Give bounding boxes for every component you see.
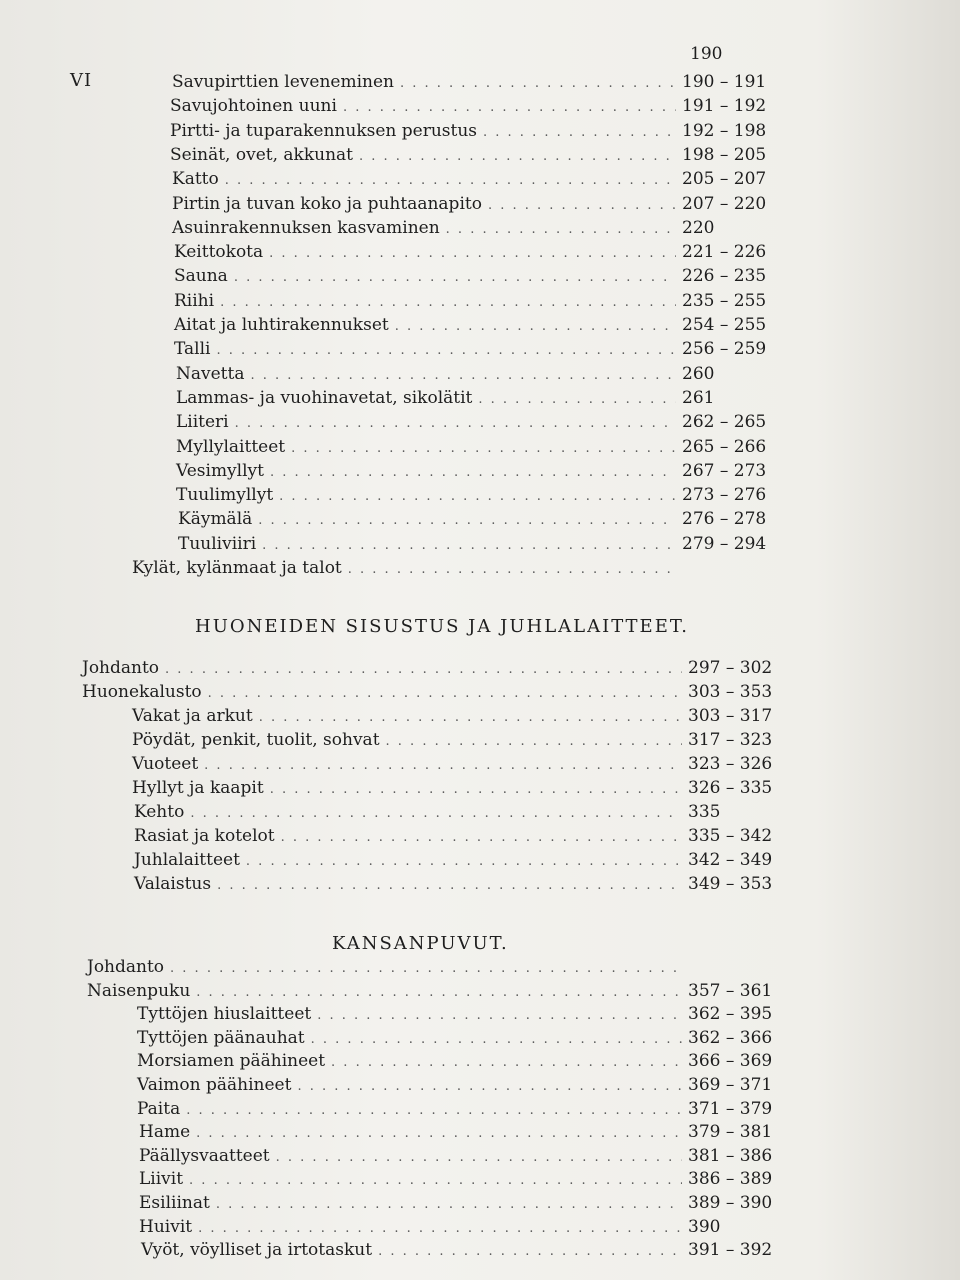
toc-leader-dots bbox=[216, 1197, 682, 1212]
toc-entry bbox=[134, 874, 776, 896]
toc-entry bbox=[132, 754, 776, 776]
toc-leader-dots bbox=[234, 270, 676, 285]
toc-title: Esiliinat bbox=[139, 1193, 210, 1213]
toc-title: Tyttöjen päänauhat bbox=[137, 1027, 305, 1048]
toc-title: Käymälä bbox=[178, 509, 253, 530]
toc-pages: 335 bbox=[688, 802, 721, 822]
page-number: VI bbox=[70, 70, 93, 91]
toc-title: Vesimyllyt bbox=[176, 460, 264, 481]
toc-title: Paita bbox=[137, 1098, 181, 1119]
toc-title: Juhlalaitteet bbox=[134, 850, 240, 870]
toc-title: Kehto bbox=[134, 802, 185, 822]
toc-pages: 192 – 198 bbox=[682, 120, 767, 141]
toc-leader-dots bbox=[246, 854, 682, 869]
toc-title: Rasiat ja kotelot bbox=[134, 826, 275, 846]
toc-continuation bbox=[690, 44, 778, 66]
toc-pages: 366 – 369 bbox=[688, 1051, 773, 1072]
toc-leader-dots bbox=[217, 878, 682, 893]
toc-pages: 207 – 220 bbox=[682, 193, 767, 214]
toc-leader-dots bbox=[165, 662, 682, 677]
toc-pages: 342 – 349 bbox=[688, 850, 773, 870]
toc-pages: 235 – 255 bbox=[682, 290, 767, 311]
toc-title: Sauna bbox=[174, 266, 228, 287]
section-heading: HUONEIDEN SISUSTUS JA JUHLALAITTEET. bbox=[195, 616, 689, 637]
toc-leader-dots bbox=[235, 416, 676, 431]
toc-pages: 390 bbox=[688, 1216, 721, 1237]
toc-title: Savupirttien leveneminen bbox=[172, 72, 394, 92]
toc-entry bbox=[178, 534, 770, 556]
toc-pages: 267 – 273 bbox=[682, 460, 767, 481]
toc-leader-dots bbox=[478, 392, 676, 407]
toc-leader-dots bbox=[281, 830, 682, 845]
toc-leader-dots bbox=[270, 782, 682, 797]
toc-leader-dots bbox=[400, 76, 676, 91]
toc-pages: 317 – 323 bbox=[688, 730, 773, 750]
toc-entry bbox=[132, 558, 770, 580]
toc-entry bbox=[82, 682, 776, 704]
toc-title: Tyttöjen hiuslaitteet bbox=[137, 1004, 312, 1025]
toc-pages: 362 – 366 bbox=[688, 1027, 773, 1048]
toc-entry bbox=[174, 315, 770, 337]
toc-entry bbox=[172, 72, 770, 94]
toc-leader-dots bbox=[225, 173, 676, 188]
toc-entry bbox=[172, 194, 770, 216]
toc-entry bbox=[176, 412, 770, 434]
toc-entry bbox=[137, 1051, 776, 1073]
toc-title: Päällysvaatteet bbox=[139, 1145, 270, 1166]
toc-leader-dots bbox=[208, 686, 682, 701]
toc-pages: 273 – 276 bbox=[682, 485, 767, 506]
toc-entry bbox=[139, 1193, 776, 1215]
toc-pages: 381 – 386 bbox=[688, 1145, 773, 1166]
toc-title: Johdanto bbox=[87, 957, 165, 977]
toc-title: Hyllyt ja kaapit bbox=[132, 778, 264, 798]
toc-leader-dots bbox=[190, 806, 682, 821]
toc-leader-dots bbox=[395, 319, 676, 334]
toc-pages: 276 – 278 bbox=[682, 509, 767, 530]
toc-entry bbox=[87, 957, 776, 979]
toc-leader-dots bbox=[170, 961, 682, 976]
toc-title: Naisenpuku bbox=[87, 980, 191, 1001]
toc-leader-dots bbox=[196, 1126, 682, 1141]
toc-pages: 260 bbox=[682, 363, 715, 384]
toc-entry bbox=[176, 461, 770, 483]
toc-pages: 279 – 294 bbox=[682, 533, 767, 554]
toc-title: Vakat ja arkut bbox=[132, 706, 253, 726]
toc-title: Pirtin ja tuvan koko ja puhtaanapito bbox=[172, 193, 482, 214]
toc-pages: 221 – 226 bbox=[682, 242, 767, 263]
toc-pages: 379 – 381 bbox=[688, 1122, 773, 1143]
toc-leader-dots bbox=[488, 198, 676, 213]
toc-entry bbox=[141, 1240, 776, 1262]
toc-leader-dots bbox=[483, 125, 676, 140]
toc-title: Tuuliviiri bbox=[178, 533, 257, 554]
toc-title: Vuoteet bbox=[132, 754, 199, 774]
toc-pages: 371 – 379 bbox=[688, 1098, 773, 1119]
toc-leader-dots bbox=[270, 465, 676, 480]
toc-entry bbox=[174, 242, 770, 264]
toc-pages: 220 bbox=[682, 217, 715, 238]
toc-entry bbox=[174, 266, 770, 288]
toc-title: Huivit bbox=[139, 1216, 193, 1237]
toc-pages: 256 – 259 bbox=[682, 339, 767, 360]
toc-leader-dots bbox=[262, 538, 676, 553]
toc-entry bbox=[139, 1217, 776, 1239]
toc-leader-dots bbox=[291, 441, 676, 456]
toc-title: Keittokota bbox=[174, 242, 264, 263]
toc-title: Morsiamen päähineet bbox=[137, 1051, 326, 1072]
toc-entry bbox=[82, 658, 776, 680]
toc-entry bbox=[139, 1122, 776, 1144]
toc-entry bbox=[139, 1146, 776, 1168]
toc-title: Huonekalusto bbox=[82, 682, 202, 702]
toc-leader-dots bbox=[204, 758, 682, 773]
toc-title: Talli bbox=[174, 339, 211, 360]
toc-pages: 254 – 255 bbox=[682, 315, 767, 335]
toc-leader-dots bbox=[258, 513, 676, 528]
toc-leader-dots bbox=[279, 489, 676, 504]
toc-leader-dots bbox=[269, 246, 676, 261]
toc-leader-dots bbox=[331, 1055, 682, 1070]
toc-title: Vyöt, vöylliset ja irtotaskut bbox=[141, 1240, 373, 1261]
toc-leader-dots bbox=[186, 1103, 682, 1118]
toc-pages: 357 – 361 bbox=[688, 980, 773, 1001]
toc-leader-dots bbox=[446, 222, 676, 237]
toc-title: Seinät, ovet, akkunat bbox=[170, 144, 354, 165]
toc-leader-dots bbox=[311, 1032, 682, 1047]
toc-title: Riihi bbox=[174, 290, 215, 311]
toc-entry bbox=[139, 1169, 776, 1191]
toc-pages: 205 – 207 bbox=[682, 169, 767, 190]
toc-pages: 198 – 205 bbox=[682, 144, 767, 165]
toc-entry bbox=[172, 218, 770, 240]
toc-title: Liivit bbox=[139, 1169, 184, 1190]
toc-pages: 335 – 342 bbox=[688, 826, 773, 846]
toc-title: Asuinrakennuksen kasvaminen bbox=[172, 217, 440, 238]
toc-pages: 389 – 390 bbox=[688, 1193, 773, 1213]
toc-pages: 303 – 317 bbox=[688, 706, 773, 726]
toc-title: Johdanto bbox=[82, 658, 160, 678]
toc-pages: 303 – 353 bbox=[688, 682, 773, 702]
toc-leader-dots bbox=[198, 1221, 682, 1236]
toc-entry bbox=[87, 981, 776, 1003]
toc-entry bbox=[170, 145, 770, 167]
toc-entry bbox=[176, 388, 770, 410]
toc-pages: 349 – 353 bbox=[688, 874, 773, 894]
toc-entry bbox=[176, 485, 770, 507]
toc-entry bbox=[132, 706, 776, 728]
toc-entry bbox=[172, 169, 770, 191]
toc-leader-dots bbox=[196, 985, 682, 1000]
toc-pages: 191 – 192 bbox=[682, 96, 767, 117]
toc-entry bbox=[170, 121, 770, 143]
toc-title: Pöydät, penkit, tuolit, sohvat bbox=[132, 730, 380, 750]
toc-pages: 297 – 302 bbox=[688, 658, 773, 678]
toc-pages: 190 bbox=[690, 44, 723, 64]
toc-title: Myllylaitteet bbox=[176, 436, 286, 457]
toc-pages: 369 – 371 bbox=[688, 1075, 773, 1095]
toc-entry bbox=[178, 509, 770, 531]
toc-leader-dots bbox=[359, 149, 676, 164]
toc-entry bbox=[132, 778, 776, 800]
toc-entry bbox=[176, 437, 770, 459]
toc-entry bbox=[137, 1075, 776, 1097]
toc-title: Vaimon päähineet bbox=[137, 1075, 292, 1095]
toc-title: Savujohtoinen uuni bbox=[170, 96, 337, 117]
toc-pages: 362 – 395 bbox=[688, 1004, 773, 1025]
toc-entry bbox=[137, 1099, 776, 1121]
toc-title: Kylät, kylänmaat ja talot bbox=[132, 558, 342, 578]
toc-pages: 261 bbox=[682, 387, 715, 408]
toc-pages: 190 – 191 bbox=[682, 72, 767, 92]
toc-title: Liiteri bbox=[176, 412, 229, 433]
toc-title: Valaistus bbox=[134, 874, 212, 894]
toc-pages: 391 – 392 bbox=[688, 1240, 773, 1261]
toc-title: Lammas- ja vuohinavetat, sikolätit bbox=[176, 387, 473, 408]
toc-entry bbox=[176, 364, 770, 386]
toc-title: Navetta bbox=[176, 363, 245, 384]
toc-leader-dots bbox=[378, 1244, 682, 1259]
toc-entry bbox=[137, 1004, 776, 1026]
toc-pages: 326 – 335 bbox=[688, 778, 773, 798]
toc-entry bbox=[134, 850, 776, 872]
toc-entry bbox=[174, 339, 770, 361]
toc-leader-dots bbox=[259, 710, 682, 725]
toc-leader-dots bbox=[220, 295, 676, 310]
toc-pages: 262 – 265 bbox=[682, 412, 767, 433]
toc-title: Pirtti- ja tuparakennuksen perustus bbox=[170, 120, 478, 141]
toc-leader-dots bbox=[297, 1079, 682, 1094]
toc-title: Katto bbox=[172, 169, 219, 190]
toc-entry bbox=[174, 291, 770, 313]
toc-leader-dots bbox=[317, 1008, 682, 1023]
toc-pages: 386 – 389 bbox=[688, 1169, 773, 1190]
toc-entry bbox=[137, 1028, 776, 1050]
toc-leader-dots bbox=[343, 100, 676, 115]
toc-leader-dots bbox=[189, 1173, 682, 1188]
toc-pages: 226 – 235 bbox=[682, 266, 767, 287]
toc-entry bbox=[132, 730, 776, 752]
toc-entry bbox=[134, 802, 776, 824]
toc-leader-dots bbox=[250, 368, 676, 383]
toc-entry bbox=[170, 96, 770, 118]
toc-pages: 323 – 326 bbox=[688, 754, 773, 774]
toc-leader-dots bbox=[216, 343, 676, 358]
section-heading: KANSANPUVUT. bbox=[332, 933, 509, 954]
toc-pages: 265 – 266 bbox=[682, 436, 767, 457]
toc-entry bbox=[134, 826, 776, 848]
toc-title: Aitat ja luhtirakennukset bbox=[174, 315, 389, 335]
toc-leader-dots bbox=[386, 734, 682, 749]
toc-title: Hame bbox=[139, 1122, 191, 1143]
toc-title: Tuulimyllyt bbox=[176, 485, 274, 506]
toc-leader-dots bbox=[348, 562, 676, 577]
toc-leader-dots bbox=[276, 1150, 682, 1165]
